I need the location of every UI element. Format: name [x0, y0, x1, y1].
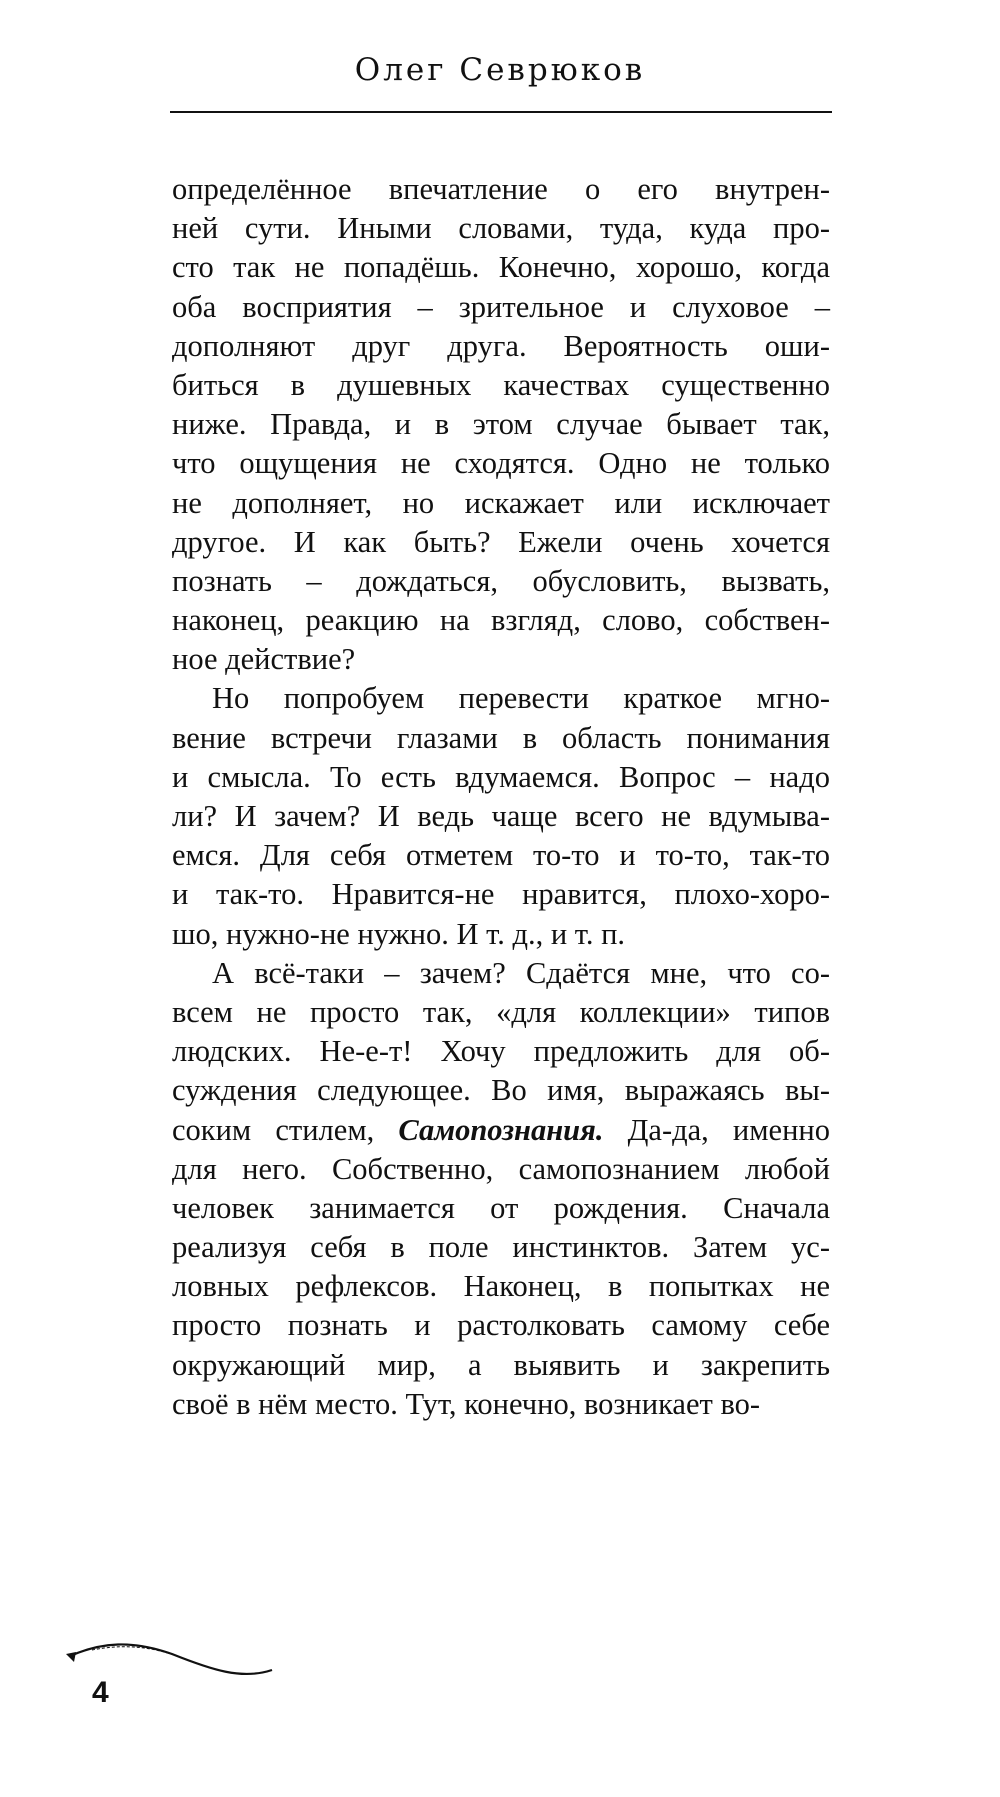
text-line: реализуя себя в поле инстинктов. Затем ус- — [172, 1230, 830, 1265]
text-line: Но попробуем перевести краткое мгно- — [212, 681, 830, 716]
text-line: людских. Не-е-т! Хочу предложить для об- — [172, 1034, 830, 1069]
text-line: емся. Для себя отметем то-то и то-то, так-то — [172, 838, 830, 873]
text-line: ное действие? — [172, 642, 356, 677]
page-ornament-swash-icon — [62, 1640, 282, 1680]
text-line: и так-то. Нравится-не нравится, плохо-хоро- — [172, 877, 830, 912]
text-line: познать – дождаться, обусловить, вызвать, — [172, 563, 830, 598]
text-line: суждения следующее. Во имя, выражаясь вы- — [172, 1073, 830, 1108]
text-line: дополняют друг друга. Вероятность оши- — [172, 328, 830, 363]
text-line — [172, 1111, 830, 1150]
body-text — [172, 170, 830, 1424]
text-line: своё в нём место. Тут, конечно, возникает во- — [172, 1386, 761, 1421]
text-line: наконец, реакцию на взгляд, слово, собствен- — [172, 603, 830, 638]
text-line: вение встречи глазами в область понимания — [172, 720, 830, 755]
text-line: что ощущения не сходятся. Одно не только — [172, 446, 830, 481]
emphasized-word: Самопознания. — [398, 1112, 604, 1147]
text-line: другое. И как быть? Ежели очень хочется — [172, 524, 830, 559]
text-segment: соким стилем, — [172, 1112, 399, 1147]
text-line: всем не просто так, «для коллекции» типов — [172, 994, 830, 1029]
text-line: сто так не попадёшь. Конечно, хорошо, когда — [172, 250, 830, 285]
text-line: ней сути. Иными словами, туда, куда про- — [172, 211, 830, 246]
text-line: биться в душевных качествах существенно — [172, 367, 830, 402]
text-line: ниже. Правда, и в этом случае бывает так, — [172, 407, 830, 442]
header-rule — [170, 111, 832, 113]
text-line: для него. Собственно, самопознанием любой — [172, 1151, 830, 1186]
page-number: 4 — [92, 1676, 109, 1709]
text-line: А всё-таки – зачем? Сдаётся мне, что со- — [212, 955, 830, 990]
text-line: ловных рефлексов. Наконец, в попытках не — [172, 1269, 830, 1304]
text-line: ли? И зачем? И ведь чаще всего не вдумыва- — [172, 799, 830, 833]
text-line: окружающий мир, а выявить и закрепить — [172, 1347, 830, 1382]
text-line: не дополняет, но искажает или исключает — [172, 485, 830, 520]
running-header-author: Олег Севрюков — [354, 52, 646, 88]
text-line: шо, нужно-не нужно. И т. д., и т. п. — [172, 916, 626, 951]
text-line: человек занимается от рождения. Сначала — [172, 1190, 830, 1225]
text-line: определённое впечатление о его внутрен- — [172, 172, 830, 206]
text-line: оба восприятия – зрительное и слуховое – — [172, 289, 830, 324]
text-line: просто познать и растолковать самому себе — [172, 1308, 830, 1343]
text-line: и смысла. То есть вдумаемся. Вопрос – надо — [172, 759, 830, 794]
text-segment: Да-да, именно — [603, 1112, 830, 1147]
